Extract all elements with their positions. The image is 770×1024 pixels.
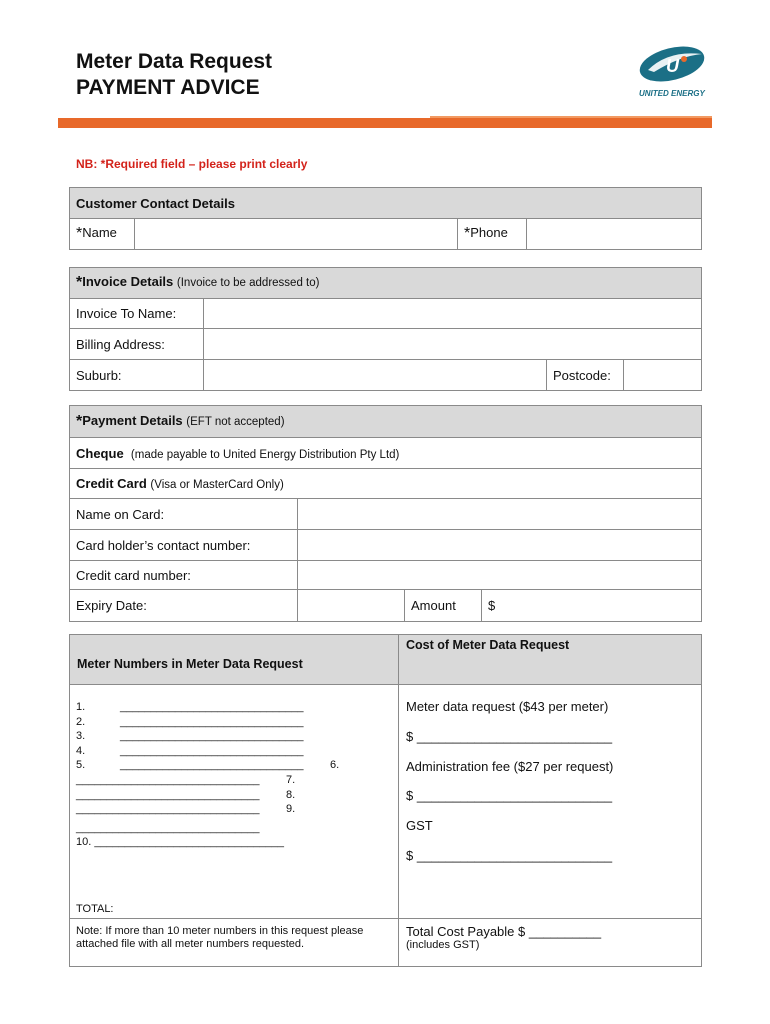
postcode-field[interactable] xyxy=(624,360,702,391)
meter-line-3[interactable]: 3. ______________________________ xyxy=(76,730,304,743)
meter-line-1[interactable]: 1. ______________________________ xyxy=(76,701,304,713)
meter-total-label: TOTAL: xyxy=(76,903,114,915)
payment-details-section xyxy=(69,405,702,622)
meter-cost-section xyxy=(69,634,702,967)
meter-line-5[interactable]: 5. ______________________________ 6. xyxy=(76,759,340,772)
contact-heading: Customer Contact Details xyxy=(70,188,702,219)
invoice-to-name-field[interactable] xyxy=(204,299,702,329)
billing-address-field[interactable] xyxy=(204,329,702,360)
form-subtitle: PAYMENT ADVICE xyxy=(76,76,260,99)
meter-line-10[interactable]: 10. _______________________________ xyxy=(76,836,284,849)
meter-rate-label: Meter data request ($43 per meter) xyxy=(406,699,609,714)
meter-line-9[interactable]: ______________________________ xyxy=(76,821,260,834)
meter-numbers-list xyxy=(70,685,399,919)
form-title: Meter Data Request xyxy=(76,50,273,73)
phone-label: *Phone xyxy=(458,219,527,250)
customer-contact-section xyxy=(69,187,702,250)
name-field[interactable] xyxy=(135,219,458,250)
cheque-option: Cheque (made payable to United Energy Distribution Pty Ltd) xyxy=(70,438,702,469)
total-cost-payable[interactable]: Total Cost Payable $ __________ xyxy=(406,924,602,939)
amount-field[interactable]: $ xyxy=(482,590,702,622)
gst-field[interactable]: $ ___________________________ xyxy=(406,848,613,863)
expiry-date-label: Expiry Date: xyxy=(70,590,298,622)
card-holder-contact-field[interactable] xyxy=(298,530,702,561)
invoice-details-section xyxy=(69,267,702,391)
postcode-label: Postcode: xyxy=(547,360,624,391)
meter-line-8[interactable]: ______________________________ 9. xyxy=(76,803,296,816)
name-on-card-label: Name on Card: xyxy=(70,499,298,530)
total-cost-cell xyxy=(399,919,702,967)
gst-label: GST xyxy=(406,818,433,833)
united-energy-logo xyxy=(632,42,712,102)
meter-footnote: Note: If more than 10 meter numbers in this request please attached file with all meter numbers requested. xyxy=(70,919,399,967)
admin-fee-field[interactable]: $ ___________________________ xyxy=(406,788,613,803)
svg-text:U: U xyxy=(666,56,679,76)
amount-label: Amount xyxy=(405,590,482,622)
name-on-card-field[interactable] xyxy=(298,499,702,530)
meter-line-4[interactable]: 4. ______________________________ xyxy=(76,744,304,757)
meter-cost-field[interactable]: $ ___________________________ xyxy=(406,729,613,744)
includes-gst-note: (includes GST) xyxy=(406,939,480,951)
cost-heading: Cost of Meter Data Request xyxy=(399,635,702,685)
required-note: NB: *Required field – please print clearly xyxy=(76,157,308,171)
card-holder-contact-label: Card holder’s contact number: xyxy=(70,530,298,561)
payment-heading: *Payment Details (EFT not accepted) xyxy=(70,406,702,438)
card-number-label: Credit card number: xyxy=(70,561,298,590)
phone-field[interactable] xyxy=(527,219,702,250)
billing-address-label: Billing Address: xyxy=(70,329,204,360)
invoice-heading: *Invoice Details (Invoice to be addressed to) xyxy=(70,268,702,299)
meter-line-6[interactable]: ______________________________ 7. xyxy=(76,773,296,786)
suburb-field[interactable] xyxy=(204,360,547,391)
cost-details xyxy=(399,685,702,919)
header-divider xyxy=(58,118,712,128)
name-label: *Name xyxy=(70,219,135,250)
meter-numbers-heading: Meter Numbers in Meter Data Request xyxy=(70,635,399,685)
invoice-to-name-label: Invoice To Name: xyxy=(70,299,204,329)
admin-fee-label: Administration fee ($27 per request) xyxy=(406,759,614,774)
logo-text: UNITED ENERGY xyxy=(639,89,705,98)
expiry-date-field[interactable] xyxy=(298,590,405,622)
meter-line-2[interactable]: 2. ______________________________ xyxy=(76,715,304,728)
card-number-field[interactable] xyxy=(298,561,702,590)
suburb-label: Suburb: xyxy=(70,360,204,391)
credit-card-option: Credit Card (Visa or MasterCard Only) xyxy=(70,469,702,499)
meter-line-7[interactable]: ______________________________ 8. xyxy=(76,788,296,801)
